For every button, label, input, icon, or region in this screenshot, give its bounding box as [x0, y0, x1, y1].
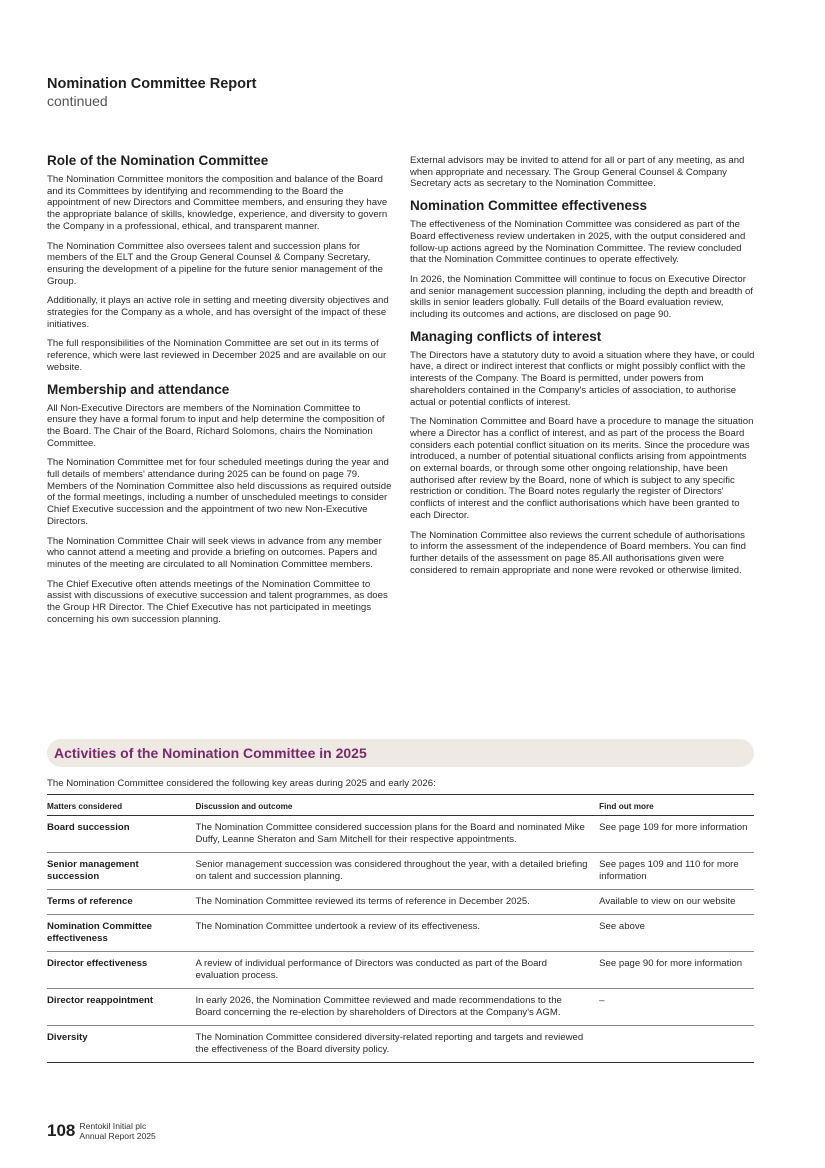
- matter-cell: Senior management succession: [47, 853, 196, 890]
- more-cell: –: [599, 989, 754, 1026]
- paragraph: Additionally, it plays an active role in setting and meeting diversity objectives and strategies for the Company as a whole, and has oversight of the impact of these initiatives.: [47, 295, 389, 330]
- more-cell: See page 109 for more information: [599, 816, 754, 853]
- table-row: [47, 816, 754, 853]
- outcome-cell: A review of individual performance of Directors was conducted as part of the Board evaluation process.: [196, 952, 600, 989]
- more-cell: Available to view on our website: [599, 890, 754, 915]
- column-header-outcome: Discussion and outcome: [196, 795, 600, 816]
- right-column: [410, 155, 755, 584]
- left-column: [47, 153, 392, 634]
- matter-cell: Nomination Committee effectiveness: [47, 915, 196, 952]
- section-heading-membership: Membership and attendance: [47, 381, 230, 397]
- outcome-cell: In early 2026, the Nomination Committee reviewed and made recommendations to the Board concerning the re-election by shareholders of Directors at the Company's AGM.: [196, 989, 600, 1026]
- paragraph: The Directors have a statutory duty to avoid a situation where they have, or could have, a direct or indirect interest that conflicts or might possibly conflict with the interests of the Company. The Board is permitted, under powers from shareholders contained in the Company's articles of association, to authorise actual or potential conflicts of interest.: [410, 349, 755, 408]
- page-number: 108: [47, 1121, 76, 1140]
- outcome-cell: The Nomination Committee considered succession plans for the Board and nominated Mike Duffy, Leanne Sheraton and Sam Mitchell for their respective appointments.: [196, 816, 600, 853]
- paragraph: The Chief Executive often attends meetings of the Nomination Committee to assist with discussions of executive succession and talent programmes, as does the Group HR Director. The Chief Executive has not participated in meetings concerning his own succession planning.: [47, 578, 388, 625]
- paragraph: The Nomination Committee met for four scheduled meetings during the year and full details of members' attendance during 2025 can be found on page 79. Members of the Nomination Committee also held discussions as required outside of the formal meetings, including a number of unscheduled meetings to consider Chief Executive succession and the appointment of two new Non-Executive Directors.: [47, 457, 392, 527]
- more-cell: See above: [599, 915, 754, 952]
- page-subtitle: continued: [47, 93, 108, 109]
- more-cell: [599, 1026, 754, 1063]
- paragraph: The Nomination Committee monitors the composition and balance of the Board and its Committees by identifying and recommending to the Board the appointment of new Directors and Committee members, and ensuring they have the appropriate balance of skills, knowledge, experience, and diversity to govern the Company in a professional, ethical, and transparent manner.: [47, 174, 388, 232]
- matter-cell: Director reappointment: [47, 989, 196, 1026]
- table-header-row: [47, 795, 754, 816]
- page-header: [47, 76, 256, 110]
- table-row: [47, 989, 754, 1026]
- table-row: [47, 1026, 754, 1063]
- table-row: [47, 853, 754, 890]
- outcome-cell: The Nomination Committee reviewed its terms of reference in December 2025.: [196, 890, 600, 915]
- outcome-cell: The Nomination Committee considered diversity-related reporting and targets and reviewed the effectiveness of the Board diversity policy.: [196, 1026, 600, 1063]
- paragraph: The Nomination Committee also oversees talent and succession plans for members of the ELT and the Group General Counsel & Company Secretary, ensuring the development of a pipeline for the future senior management of the Group.: [47, 240, 383, 287]
- more-cell: See pages 109 and 110 for more information: [599, 853, 754, 890]
- activities-title: Activities of the Nomination Committee in 2025: [54, 745, 367, 761]
- paragraph: The Nomination Committee Chair will seek views in advance from any member who cannot attend a meeting and provide a briefing on outcomes. Papers and minutes of the meeting are circulated to all Nomination Committee members.: [47, 535, 382, 570]
- publication-name: Annual Report 2025: [79, 1131, 156, 1141]
- outcome-cell: Senior management succession was considered throughout the year, with a detailed briefing on talent and succession planning.: [196, 853, 600, 890]
- matter-cell: Diversity: [47, 1026, 196, 1063]
- column-header-matters: Matters considered: [47, 795, 196, 816]
- paragraph: The effectiveness of the Nomination Committee was considered as part of the Board effectiveness review undertaken in 2025, with the output considered and follow-up actions agreed by the Nomination Committee. The review concluded that the Nomination Committee continues to operate effectively.: [410, 219, 746, 266]
- paragraph: External advisors may be invited to attend for all or part of any meeting, as and when appropriate and necessary. The Group General Counsel & Company Secretary acts as secretary to the Nomination Committee.: [410, 155, 745, 190]
- outcome-cell: The Nomination Committee undertook a review of its effectiveness.: [196, 915, 600, 952]
- activities-table: [47, 794, 754, 1063]
- matter-cell: Terms of reference: [47, 890, 196, 915]
- table-row: [47, 952, 754, 989]
- column-header-more: Find out more: [599, 795, 754, 816]
- activities-intro: The Nomination Committee considered the following key areas during 2025 and early 2026:: [47, 778, 436, 789]
- table-row: [47, 915, 754, 952]
- more-cell: See page 90 for more information: [599, 952, 754, 989]
- activities-banner: [47, 739, 754, 767]
- matter-cell: Director effectiveness: [47, 952, 196, 989]
- paragraph: In 2026, the Nomination Committee will continue to focus on Executive Director and senior management succession planning, including the depth and breadth of skills in senior leaders globally. Full details of the Board evaluation review, including its outcomes and actions, are disclosed on page 90.: [410, 273, 753, 321]
- paragraph: The Nomination Committee also reviews the current schedule of authorisations to inform the assessment of the independence of Board members. You can find further details of the assessment on page 85.All authorisations given were considered to remain appropriate and none were revoked or otherwise limited.: [410, 529, 746, 576]
- matter-cell: Board succession: [47, 816, 196, 853]
- publication-info: [79, 1121, 155, 1141]
- company-name: Rentokil Initial plc: [79, 1121, 147, 1131]
- section-heading-effectiveness: Nomination Committee effectiveness: [410, 198, 648, 214]
- paragraph: The Nomination Committee and Board have a procedure to manage the situation where a Director has a conflict of interest, and as part of the process the Board considers each potential conflict situation on its merits. Since the procedure was introduced, a number of potential situational conflicts arising from appointments on external boards, or through some other ongoing relationship, have been authorised after review by the Board, none of which is subject to any specific restriction or condition. The Board notes regularly the register of Directors' conflicts of interest and the conflict authorisations which have been granted to each Director.: [410, 416, 754, 521]
- section-heading-role: Role of the Nomination Committee: [47, 153, 269, 168]
- page-footer: [47, 1121, 156, 1141]
- paragraph: The full responsibilities of the Nomination Committee are set out in its terms of reference, which were last reviewed in December 2025 and are available on our website.: [47, 338, 387, 373]
- section-heading-conflicts: Managing conflicts of interest: [410, 328, 602, 344]
- paragraph: All Non-Executive Directors are members of the Nomination Committee to ensure they have a formal forum to input and help determine the composition of the Board. The Chair of the Board, Richard Solomons, chairs the Nomination Committee.: [47, 402, 385, 449]
- table-row: [47, 890, 754, 915]
- page-title: Nomination Committee Report: [47, 76, 257, 92]
